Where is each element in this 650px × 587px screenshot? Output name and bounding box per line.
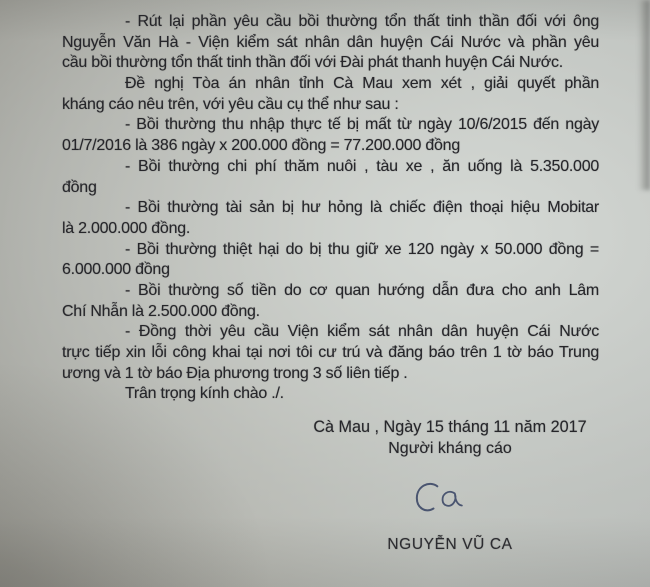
document-line: - Đồng thời yêu cầu Viện kiểm sát nhân dân huyện Cái Nước [125,323,599,341]
closing-block [270,416,630,554]
document-line: Chí Nhẫn là 2.500.000 đồng. [62,302,260,320]
document-line: - Rút lại phần yêu cầu bồi thường tổn thất tinh thần đối với ông [125,13,599,30]
document-line: - Bồi thường chi phí thăm nuôi , tàu xe , ăn uống là 5.350.000 [125,157,599,175]
document-line: - Bồi thường thu nhập thực tế bị mất từ ngày 10/6/2015 đến ngày [125,116,599,134]
document-body [62,12,599,405]
document-line: Nguyễn Văn Hà - Viện kiểm sát nhân dân huyện Cái Nước và phần yêu [62,33,599,51]
document-line: Đề nghị Tòa án nhân tỉnh Cà Mau xem xét , giải quyết phần [125,75,599,93]
place-date-line: Cà Mau , Ngày 15 tháng 11 năm 2017 [313,418,587,436]
document-line: - Bồi thường tài sản bị hư hỏng là chiếc điện thoại hiệu Mobitar [125,199,599,217]
photo-edge-shadow [636,0,650,190]
document-line: ương và 1 tờ báo Địa phương trong 3 số liên tiếp . [62,364,408,382]
document-line: Trân trọng kính chào ./. [125,385,284,403]
document-line: - Bồi thường số tiền do cơ quan hướng dẫn đưa cho anh Lâm [125,281,599,299]
signer-role: Người kháng cáo [388,440,512,457]
document-line: cầu bồi thường tổn thất tinh thần đối với Đài phát thanh huyện Cái Nước. [62,54,563,72]
document-line: đồng [62,178,97,196]
document-line: trực tiếp xin lỗi công khai tại nơi tôi cư trú và đăng báo trên 1 tờ báo Trung [62,344,599,361]
signer-name: NGUYỄN VŨ CA [387,536,513,553]
document-line: - Bồi thường thiệt hại do bị thu giữ xe 120 ngày x 50.000 đồng = [125,240,599,258]
document-line: 01/7/2016 là 386 ngày x 200.000 đồng = 77.200.000 đồng [62,137,460,155]
handwritten-signature [270,476,630,524]
document-line: là 2.000.000 đồng. [62,219,191,237]
document-line: 6.000.000 đồng [62,261,170,279]
document-line: kháng cáo nêu trên, với yêu cầu cụ thể như sau : [62,95,399,113]
